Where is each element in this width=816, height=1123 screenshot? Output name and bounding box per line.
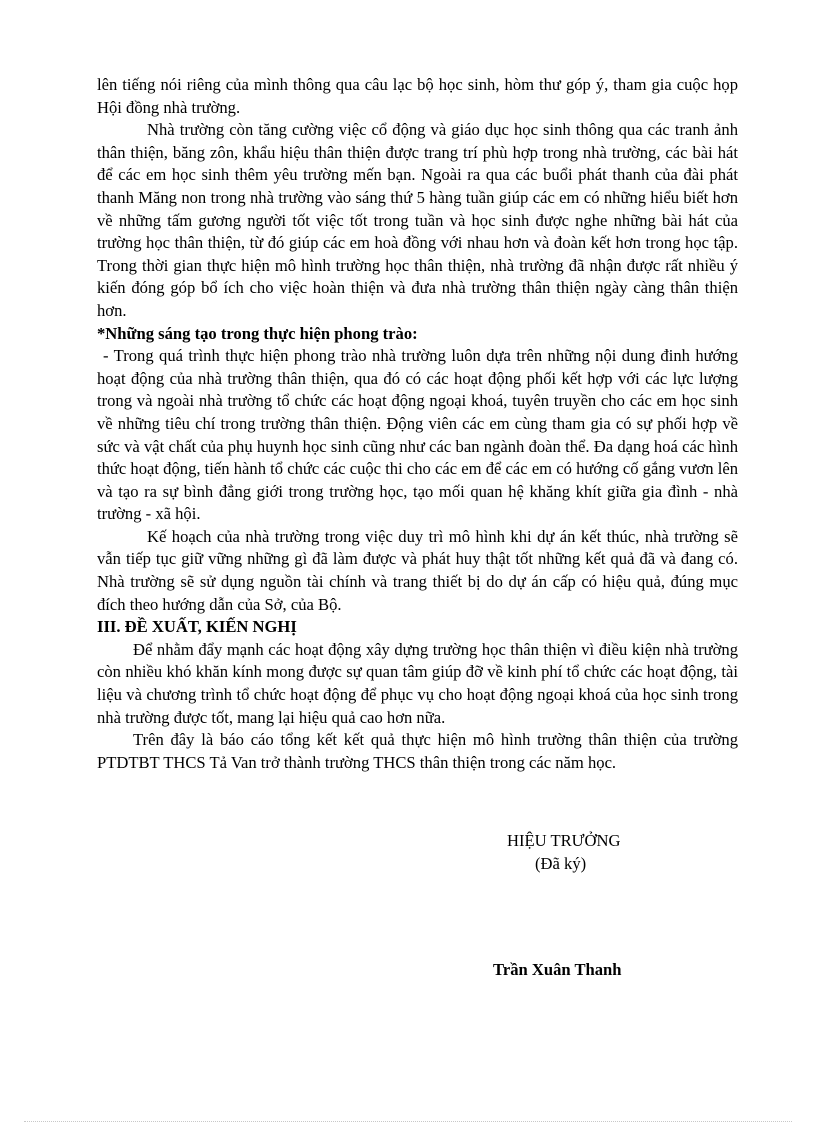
paragraph-maintenance-plan: Kế hoạch của nhà trường trong việc duy trì mô hình khi dự án kết thúc, nhà trường sẽ vẫn tiếp tục giữ vững những gì đã làm được và phát huy thật tốt những kết quả đã và đang có. Nhà trường sẽ sử dụng nguồn tài chính và trang thiết bị do dự án cấp có hiệu quả, đúng mục đích theo hướng dẫn của Sở, của Bộ. [97,526,738,614]
paragraph-conclusion: Trên đây là báo cáo tổng kết kết quả thực hiện mô hình trường thân thiện của trường PTDTBT THCS Tả Van trở thành trường THCS thân thiện trong các năm học. [97,730,738,772]
paragraph-proposal: Để nhằm đẩy mạnh các hoạt động xây dựng trường học thân thiện vì điều kiện nhà trường còn nhiều khó khăn kính mong được sự quan tâm giúp đỡ về kinh phí tổ chức các hoạt động, tài liệu và chương trình tổ chức hoạt động để phục vụ cho hoạt động ngoại khoá của học sinh trong nhà trường được tốt, mang lại hiệu quả cao hơn nữa. [97,639,738,727]
signature-name: Trần Xuân Thanh [493,960,622,979]
signature-title: HIỆU TRƯỞNG [507,831,621,850]
page-bottom-divider [24,1121,792,1122]
heading-creative-ideas: *Những sáng tạo trong thực hiện phong trào: [97,323,418,343]
paragraph-implementation: - Trong quá trình thực hiện phong trào nhà trường luôn dựa trên những nội dung đinh hướng hoạt động của nhà trường thân thiện, qua đó có các hoạt động phối kết hợp với các lực lượng trong và ngoài nhà trường tổ chức các hoạt động ngoại khoá, tuyên truyền cho các em học sinh về những tiêu chí trong trường thân thiện. Động viên các em cùng tham gia có sự phối hợp về sức và vật chất của phụ huynh học sinh cũng như các ban ngành đoàn thể. Đa dạng hoá các hình thức hoạt động, tiến hành tổ chức các cuộc thi cho các em để các em có hướng cố gắng vươn lên và tạo ra sự bình đẳng giới trong trường học, tạo mối quan hệ khăng khít giữa gia đình - nhà trường - xã hội. [97,346,738,524]
signature-note: (Đã ký) [535,854,587,873]
paragraph-intro-continuation: lên tiếng nói riêng của mình thông qua câu lạc bộ học sinh, hòm thư góp ý, tham gia cuộc họp Hội đồng nhà trường. [97,75,738,117]
paragraph-propaganda: Nhà trường còn tăng cường việc cổ động và giáo dục học sinh thông qua các tranh ảnh thân thiện, băng zôn, khẩu hiệu thân thiện được trang trí phù hợp trong nhà trường, các bài hát để các em học sinh thêm yêu trường mến bạn. Ngoài ra qua các buổi phát thanh của đài phát thanh Măng non trong nhà trường vào sáng thứ 5 hàng tuần giúp các em có những hiểu biết hơn về những tấm gương người tốt việc tốt trong tuần và học sinh được nghe những bài hát của trường học thân thiện, từ đó giúp các em hoà đồng với nhau hơn và đoàn kết hơn trong học tập. Trong thời gian thực hiện mô hình trường học thân thiện, nhà trường đã nhận được rất nhiều ý kiến đóng góp bổ ích cho việc hoàn thiện và đưa nhà trường thân thiện ngày càng thân thiện hơn. [97,120,738,320]
document-page [97,74,738,979]
heading-section-proposals: III. ĐỀ XUẤT, KIẾN NGHỊ [97,617,297,637]
